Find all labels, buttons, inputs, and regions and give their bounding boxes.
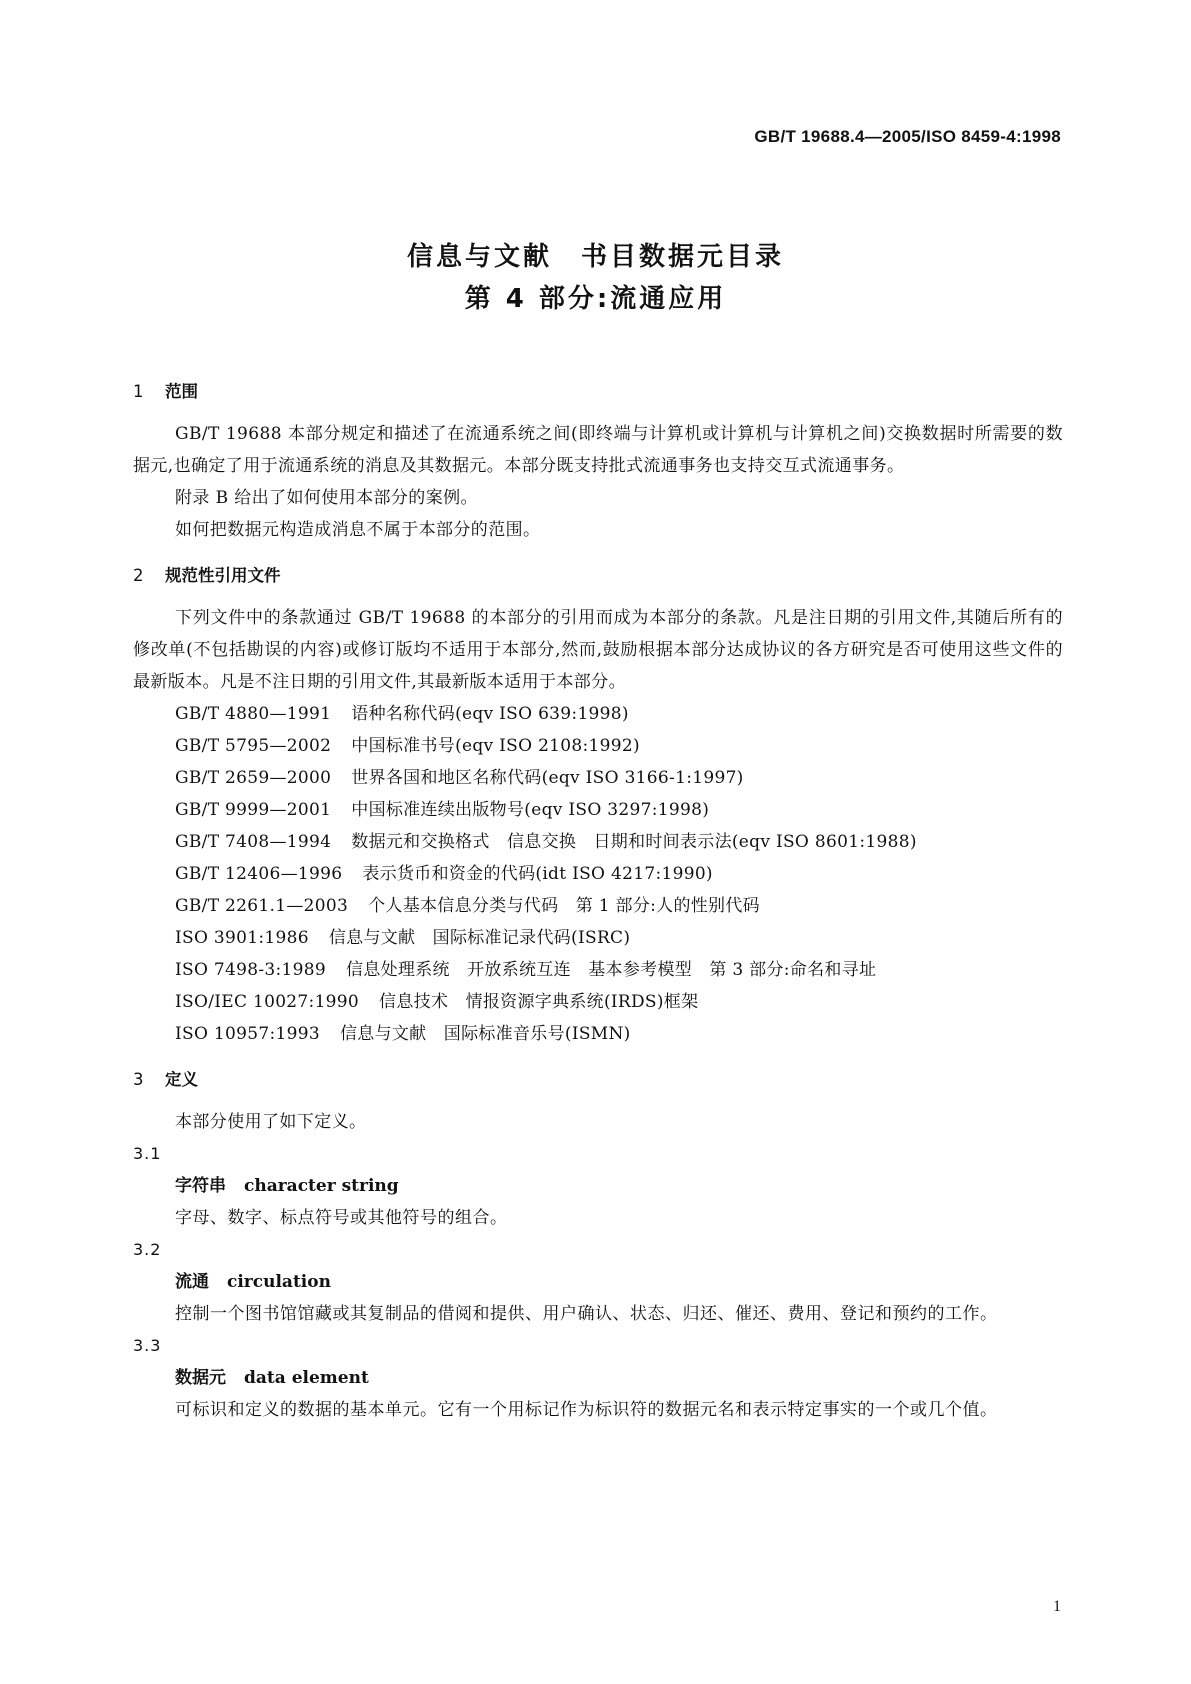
reference-code: GB/T 2261.1—2003 (175, 896, 349, 916)
reference-title: 信息处理系统 开放系统互连 基本参考模型 第 3 部分:命名和寻址 (346, 960, 877, 980)
reference-code: GB/T 12406—1996 (175, 864, 343, 884)
reference-title: 表示货币和资金的代码(idt ISO 4217:1990) (362, 864, 713, 884)
paragraph: 下列文件中的条款通过 GB/T 19688 的本部分的引用而成为本部分的条款。凡是注日期的引用文件,其随后所有的修改单(不包括勘误的内容)或修订版均不适用于本部分,然而,鼓励根据本部分达成协议的各方研究是否可使用这些文件的最新版本。凡是不注日期的引用文件,其最新版本适用于本部分。 (133, 608, 1063, 692)
page-number: 1 (1053, 1598, 1061, 1615)
document-subtitle: 第 4 部分:流通应用 (464, 284, 727, 314)
definition-term (133, 1362, 1063, 1394)
section-title: 规范性引用文件 (165, 566, 281, 585)
reference-item (133, 794, 1063, 826)
definition-term (133, 1170, 1063, 1202)
definition-term (133, 1266, 1063, 1298)
reference-code: GB/T 2659—2000 (175, 768, 332, 788)
section-heading-definitions (133, 1064, 1063, 1096)
standard-number: GB/T 19688.4—2005/ISO 8459-4:1998 (754, 127, 1061, 146)
reference-item (133, 858, 1063, 890)
definition-number: 3.3 (133, 1336, 162, 1355)
reference-title: 个人基本信息分类与代码 第 1 部分:人的性别代码 (368, 896, 760, 916)
section-number: 3 (133, 1070, 144, 1089)
term-chinese: 字符串 (175, 1176, 226, 1196)
definition-number: 3.1 (133, 1144, 162, 1163)
document-title: 信息与文献 书目数据元目录 (406, 242, 784, 272)
reference-code: GB/T 4880—1991 (175, 704, 332, 724)
definition-text: 控制一个图书馆馆藏或其复制品的借阅和提供、用户确认、状态、归还、催还、费用、登记和预约的工作。 (175, 1304, 998, 1324)
reference-title: 信息与文献 国际标准记录代码(ISRC) (328, 928, 631, 948)
definition-text: 可标识和定义的数据的基本单元。它有一个用标记作为标识符的数据元名和表示特定事实的一个或几个值。 (175, 1400, 998, 1420)
reference-item (133, 922, 1063, 954)
reference-list (133, 698, 1063, 1050)
reference-code: ISO/IEC 10027:1990 (175, 992, 360, 1012)
paragraph: 本部分使用了如下定义。 (175, 1112, 367, 1132)
paragraph: GB/T 19688 本部分规定和描述了在流通系统之间(即终端与计算机或计算机与计算机之间)交换数据时所需要的数据元,也确定了用于流通系统的消息及其数据元。本部分既支持批式流通事务也支持交互式流通事务。 (133, 424, 1063, 476)
reference-code: GB/T 7408—1994 (175, 832, 332, 852)
section-title: 定义 (165, 1070, 198, 1089)
reference-code: ISO 3901:1986 (175, 928, 309, 948)
term-english: circulation (227, 1272, 331, 1292)
document-body (133, 376, 1063, 1426)
reference-item (133, 698, 1063, 730)
term-chinese: 数据元 (175, 1368, 226, 1388)
reference-item (133, 1018, 1063, 1050)
reference-item (133, 986, 1063, 1018)
paragraph: 附录 B 给出了如何使用本部分的案例。 (175, 488, 478, 508)
reference-title: 数据元和交换格式 信息交换 日期和时间表示法(eqv ISO 8601:1988) (351, 832, 917, 852)
reference-title: 世界各国和地区名称代码(eqv ISO 3166-1:1997) (351, 768, 744, 788)
reference-item (133, 954, 1063, 986)
section-number: 1 (133, 382, 144, 401)
section-heading-scope (133, 376, 1063, 408)
reference-code: ISO 10957:1993 (175, 1024, 320, 1044)
term-english: character string (244, 1176, 399, 1196)
definition-text: 字母、数字、标点符号或其他符号的组合。 (175, 1208, 508, 1228)
reference-title: 中国标准书号(eqv ISO 2108:1992) (351, 736, 640, 756)
paragraph: 如何把数据元构造成消息不属于本部分的范围。 (175, 520, 541, 540)
reference-title: 信息技术 情报资源字典系统(IRDS)框架 (379, 992, 699, 1012)
reference-code: GB/T 9999—2001 (175, 800, 332, 820)
section-heading-normative-references (133, 560, 1063, 592)
reference-title: 信息与文献 国际标准音乐号(ISMN) (339, 1024, 631, 1044)
reference-item (133, 730, 1063, 762)
reference-item (133, 826, 1063, 858)
reference-code: GB/T 5795—2002 (175, 736, 332, 756)
term-english: data element (244, 1368, 369, 1388)
reference-title: 语种名称代码(eqv ISO 639:1998) (351, 704, 629, 724)
term-chinese: 流通 (175, 1272, 209, 1292)
reference-item (133, 890, 1063, 922)
definition-number: 3.2 (133, 1240, 162, 1259)
section-title: 范围 (165, 382, 198, 401)
reference-code: ISO 7498-3:1989 (175, 960, 327, 980)
reference-item (133, 762, 1063, 794)
section-number: 2 (133, 566, 144, 585)
reference-title: 中国标准连续出版物号(eqv ISO 3297:1998) (351, 800, 710, 820)
